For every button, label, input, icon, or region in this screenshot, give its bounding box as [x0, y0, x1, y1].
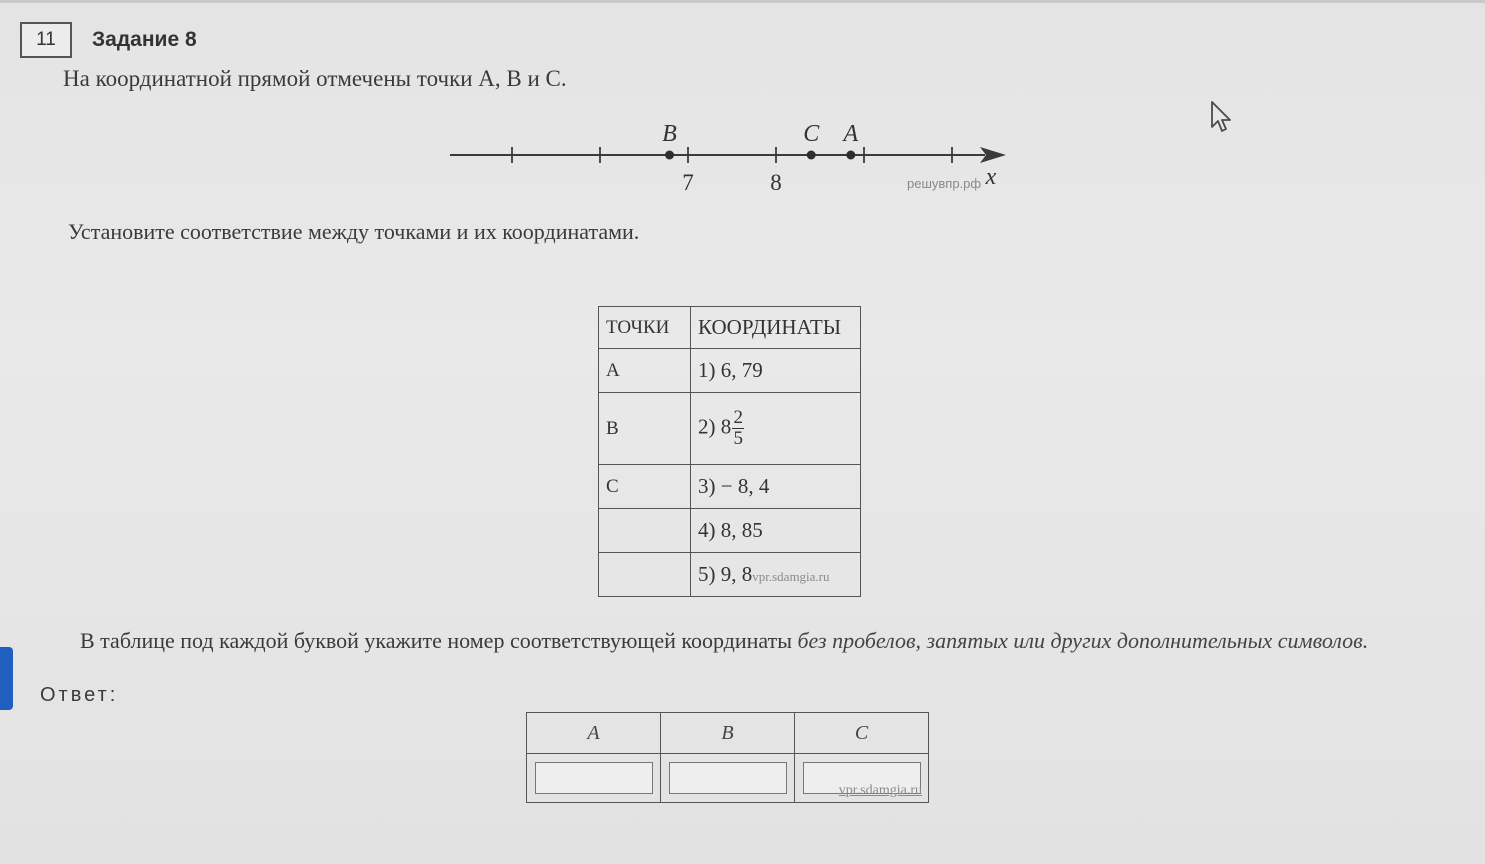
tick-label: 7 [682, 170, 694, 195]
table-cell-point [599, 509, 691, 553]
table-row [599, 465, 861, 509]
option-text: 5) 9, 8 [698, 562, 753, 586]
table-header-points: ТОЧКИ [599, 307, 691, 349]
answer-instruction [40, 626, 1440, 655]
side-tab-handle[interactable] [0, 647, 13, 710]
answer-instruction-italic: без пробелов, запятых или других дополнительных символов. [797, 628, 1369, 653]
fraction-numerator: 2 [733, 407, 743, 428]
points-coordinates-table [598, 306, 861, 597]
number-line [440, 112, 1020, 202]
point-c [807, 151, 816, 160]
mouse-pointer-icon [1209, 100, 1235, 136]
table-header-coordinates: КООРДИНАТЫ [691, 307, 861, 349]
answer-table [526, 712, 929, 803]
answer-instruction-text: В таблице под каждой буквой укажите номер соответствующей координаты [80, 628, 792, 653]
table-cell-option: 3) − 8, 4 [691, 465, 861, 509]
point-label-c: C [803, 121, 820, 147]
answer-column-a: A [527, 713, 661, 754]
task-instruction: Установите соответствие между точками и их координатами. [68, 219, 640, 244]
fraction [732, 408, 744, 449]
task-statement: На координатной прямой отмечены точки A, B и C. [63, 66, 567, 91]
number-line-watermark: решувпр.рф [907, 176, 982, 191]
table-row [599, 393, 861, 465]
tick-label: 8 [770, 170, 782, 195]
table-cell-option: 1) 6, 79 [691, 349, 861, 393]
answer-input-c[interactable] [803, 762, 921, 794]
point-label-a: A [843, 121, 859, 147]
answer-input-a[interactable] [535, 762, 653, 794]
top-divider [0, 0, 1485, 3]
answer-column-c: C [795, 713, 929, 754]
table-cell-option [691, 393, 861, 465]
table-cell-point: B [599, 393, 691, 465]
table-watermark: vpr.sdamgia.ru [752, 569, 830, 584]
answer-input-b[interactable] [669, 762, 787, 794]
axis-label: x [985, 164, 997, 190]
table-cell-option [691, 553, 861, 597]
table-cell-point: C [599, 465, 691, 509]
point-b [665, 151, 674, 160]
answer-cell-c [795, 754, 929, 803]
task-number-badge: 11 [20, 22, 72, 58]
table-cell-point [599, 553, 691, 597]
table-cell-point: A [599, 349, 691, 393]
option-prefix: 2) 8 [698, 414, 732, 439]
table-row [599, 553, 861, 597]
point-a [846, 151, 855, 160]
answer-cell-b [661, 754, 795, 803]
table-row [599, 509, 861, 553]
answer-watermark: vpr.sdamgia.ru [838, 783, 922, 798]
table-cell-option: 4) 8, 85 [691, 509, 861, 553]
task-title: Задание 8 [92, 28, 197, 51]
answer-column-b: B [661, 713, 795, 754]
table-row [599, 349, 861, 393]
point-label-b: B [662, 121, 677, 147]
answer-label: Ответ: [40, 684, 119, 706]
fraction-denominator: 5 [733, 428, 743, 449]
answer-cell-a [527, 754, 661, 803]
